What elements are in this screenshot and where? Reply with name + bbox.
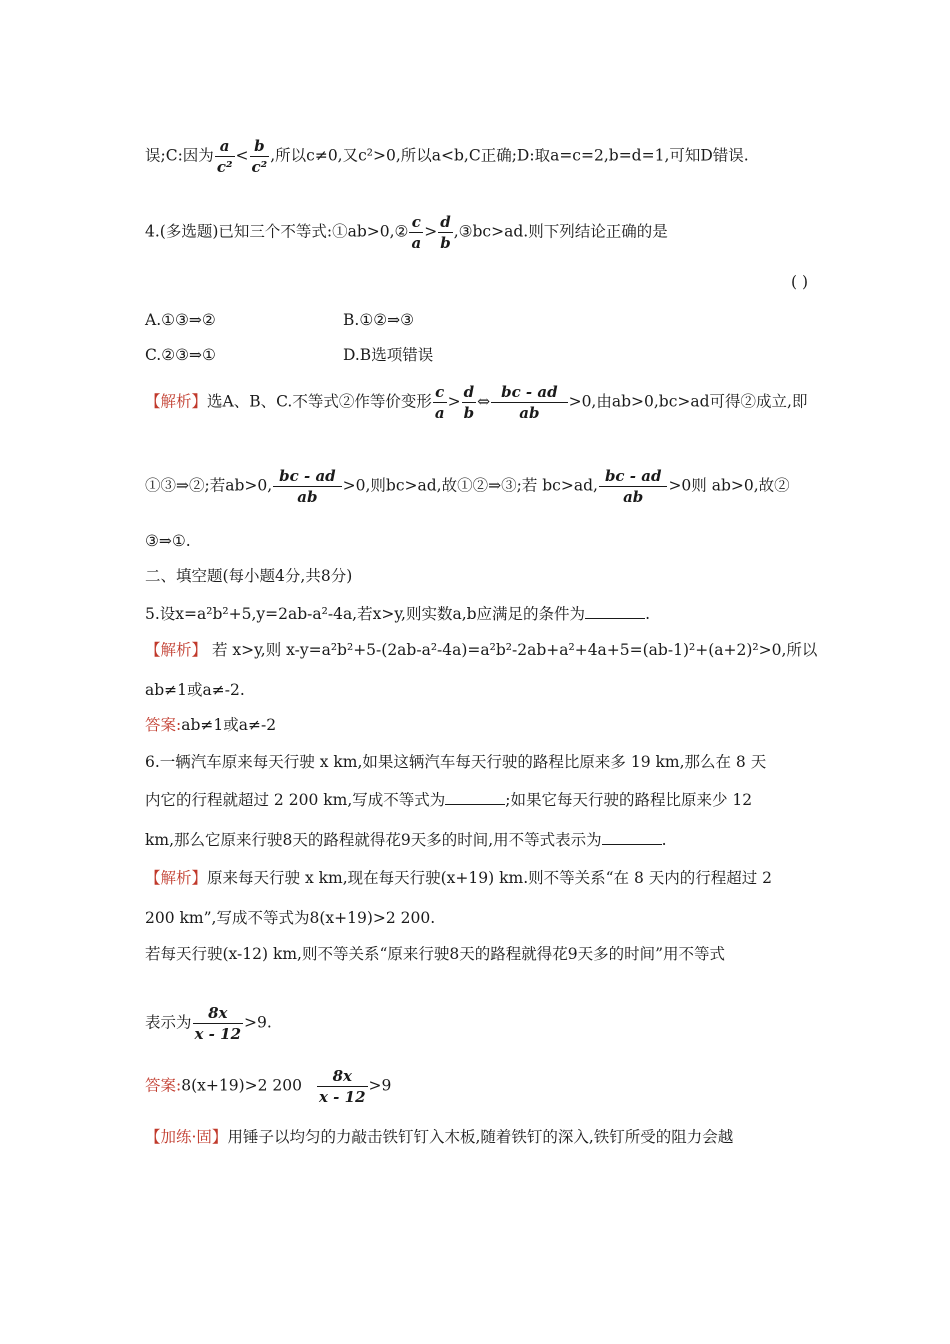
question-5: 5.设x=a²b²+5,y=2ab-a²-4a,若x>y,则实数a,b应满足的条件为 .	[145, 605, 650, 623]
fraction: $\frac{8x}{x - 12}$	[194, 1004, 242, 1043]
q6-solution-line-3: 若每天行驶(x-12) km,则不等关系“原来行驶8天的路程就得花9天多的时间”用不等式	[145, 945, 726, 963]
answer-blank	[445, 790, 505, 805]
solution-tag: 【解析】	[145, 392, 208, 411]
fraction: $\frac{bc - ad}{ab}$	[491, 382, 568, 423]
fraction: $\frac{b}{\text{c²}}$	[251, 137, 268, 176]
q5-solution-line-1: 【解析】 若 x>y,则 x-y=a²b²+5-(2ab-a²-4a)=a²b²-2ab+a²+4a+5=(ab-1)²+(a+2)²>0,所以	[145, 641, 818, 659]
answer-tag: 答案:	[145, 716, 182, 734]
answer-blank	[602, 830, 662, 845]
answer-paren: ( )	[790, 273, 808, 291]
fraction: $\frac{bc - ad}{ab}$	[273, 466, 342, 507]
q6-solution-line-4: 表示为 $\frac{8x}{x - 12}$ >9.	[145, 1004, 272, 1043]
question-4: 4.(多选题)已知三个不等式:①ab>0,② $\frac{c}{a}$ > $\frac{d}{b}$ ,③bc>ad.则下列结论正确的是	[145, 213, 668, 252]
answer-tag: 答案:	[145, 1076, 182, 1095]
fraction: $\frac{bc - ad}{ab}$	[599, 466, 668, 507]
fraction: $\frac{a}{\text{c²}}$	[216, 137, 233, 176]
practice-tag: 【加练·固】	[145, 1128, 228, 1146]
option-d: D.B选项错误	[343, 346, 434, 364]
option-a: A.①③⇒②	[145, 311, 216, 329]
fraction: $\frac{c}{a}$	[434, 383, 445, 422]
fraction: $\frac{c}{a}$	[411, 213, 422, 252]
q5-solution-line-2: ab≠1或a≠-2.	[145, 681, 245, 699]
option-b: B.①②⇒③	[343, 311, 414, 329]
question-6-line-3: km,那么它原来行驶8天的路程就得花9天多的时间,用不等式表示为 .	[145, 831, 667, 849]
extra-practice: 【加练·固】用锤子以均匀的力敲击铁钉钉入木板,随着铁钉的深入,铁钉所受的阻力会越	[145, 1128, 734, 1146]
text: 误;C:因为	[145, 146, 214, 165]
option-c: C.②③⇒①	[145, 346, 216, 364]
text-line: 误;C:因为 $\frac{a}{\text{c²}}$ < $\frac{b}{\text{c²}}$ ,所以c≠0,又c²>0,所以a<b,C正确;D:取a=c=2,b=d=1,可知D错误.	[145, 137, 749, 176]
solution-tag: 【解析】	[145, 641, 208, 659]
q4-solution-line-2: ①③⇒②;若ab>0, $\frac{bc - ad}{ab}$ >0,则bc>ad,故①②⇒③;若 bc>ad, $\frac{bc - ad}{ab}$ >0则 ab>0,故②	[145, 467, 790, 506]
section-heading: 二、填空题(每小题4分,共8分)	[145, 567, 353, 585]
q6-solution-line-1: 【解析】原来每天行驶 x km,现在每天行驶(x+19) km.则不等关系“在 8 天内的行程超过 2	[145, 869, 773, 887]
q6-answer: 答案:8(x+19)>2 200 $\frac{8x}{x - 12}$ >9	[145, 1067, 392, 1106]
q4-solution-line-1: 【解析】选A、B、C.不等式②作等价变形 $\frac{c}{a}$ > $\frac{d}{b}$ ⇔ $\frac{bc - ad}{ab}$ >0,由ab>0,bc>ad可得②成立,即	[145, 383, 808, 422]
solution-tag: 【解析】	[145, 869, 208, 887]
q6-solution-line-2: 200 km”,写成不等式为8(x+19)>2 200.	[145, 909, 436, 927]
fraction: $\frac{d}{b}$	[463, 383, 475, 422]
fraction: $\frac{d}{b}$	[440, 213, 451, 252]
answer-blank	[585, 604, 645, 619]
fraction: $\frac{8x}{x - 12}$	[319, 1067, 366, 1106]
q4-solution-line-3: ③⇒①.	[145, 532, 191, 550]
q5-answer: 答案:ab≠1或a≠-2	[145, 716, 277, 734]
question-6-line-2: 内它的行程就超过 2 200 km,写成不等式为 ;如果它每天行驶的路程比原来少 12	[145, 791, 753, 809]
question-6-line-1: 6.一辆汽车原来每天行驶 x km,如果这辆汽车每天行驶的路程比原来多 19 km,那么在 8 天	[145, 753, 767, 771]
